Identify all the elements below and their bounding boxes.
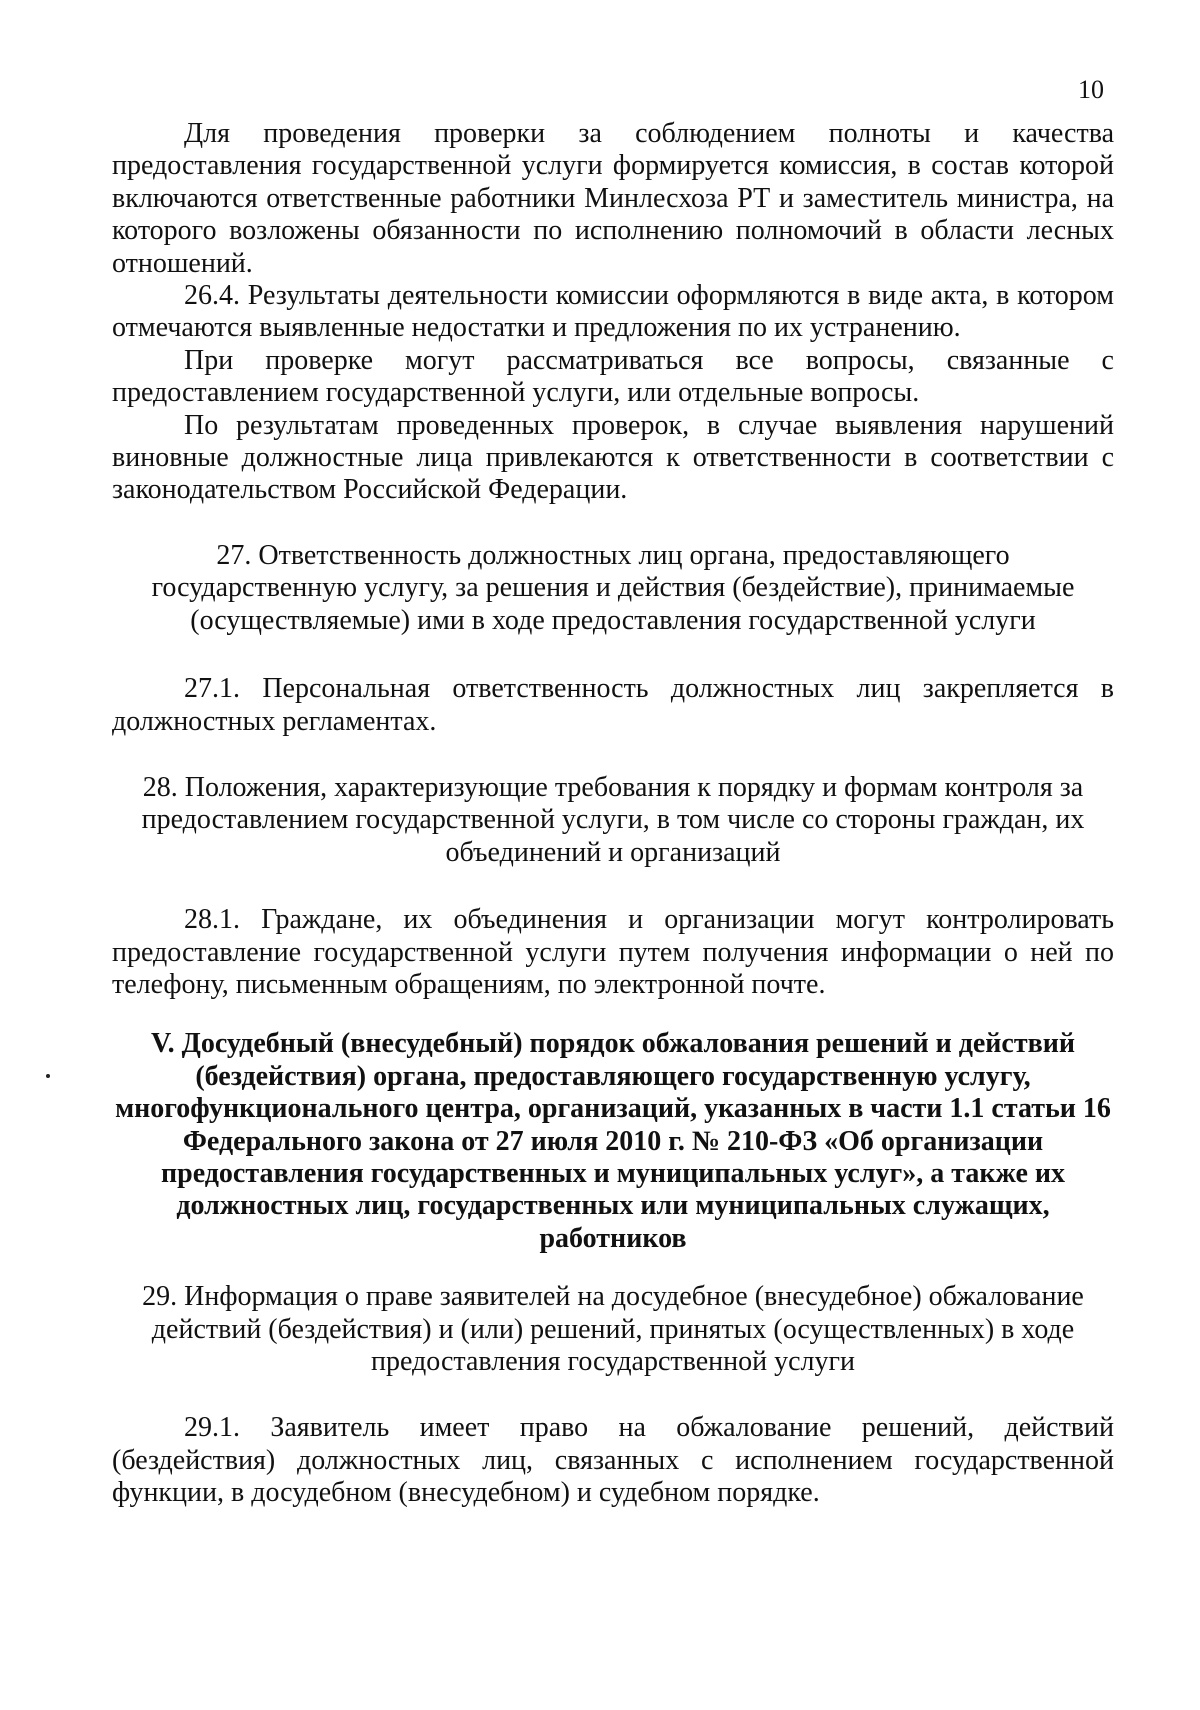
paragraph-inspection-results: По результатам проведенных проверок, в случае выявления нарушений виновные должностные лица привлекаются к ответственности в соответствии с законодательством Российской Федерации. — [112, 409, 1114, 506]
paragraph-26-4: 26.4. Результаты деятельности комиссии оформляются в виде акта, в котором отмечаются выявленные недостатки и предложения по их устранению. — [112, 280, 1114, 344]
heading-29: 29. Информация о праве заявителей на досудебное (внесудебное) обжалование действий (бездействия) и (или) решений, принятых (осуществленных) в ходе предоставления государственной услуги — [142, 1281, 1084, 1377]
paragraph-29-1: 29.1. Заявитель имеет право на обжалование решений, действий (бездействия) должностных лиц, связанных с исполнением государственной функции, в досудебном (внесудебном) и судебном порядке. — [112, 1412, 1114, 1509]
paragraph-commission: Для проведения проверки за соблюдением полноты и качества предоставления государственной услуги формируется комиссия, в состав которой включаются ответственные работники Минлесхоза РТ и заместитель министра, на которого возложены обязанности по исполнению полномочий в области лесных отношений. — [112, 118, 1114, 279]
paragraph-inspection-scope: При проверке могут рассматриваться все вопросы, связанные с предоставлением государственной услуги, или отдельные вопросы. — [112, 344, 1114, 409]
section-v-heading: V. Досудебный (внесудебный) порядок обжалования решений и действий (бездействия) органа, предоставляющего государственную услугу, многофункционального центра, организаций, указанных в части 1.1 статьи 16 Федерального закона от 27 июля 2010 г. № 210-ФЗ «Об организации предоставления государственных и муниципальных услуг», а также их должностных лиц, государственных или муниципальных служащих, работников — [115, 1028, 1111, 1254]
page-number: 10 — [1078, 75, 1104, 104]
document-body — [112, 118, 1114, 1510]
paragraph-28-1: 28.1. Граждане, их объединения и организации могут контролировать предоставление государственной услуги путем получения информации о ней по телефону, письменным обращениям, по электронной почте. — [112, 904, 1114, 1000]
heading-28: 28. Положения, характеризующие требования к порядку и формам контроля за предоставлением государственной услуги, в том числе со стороны граждан, их объединений и организаций — [141, 771, 1085, 868]
heading-27: 27. Ответственность должностных лиц органа, предоставляющего государственную услугу, за решения и действия (бездействие), принимаемые (осуществляемые) ими в ходе предоставления государственной услуги — [151, 539, 1075, 636]
scan-speck — [46, 1074, 50, 1078]
paragraph-27-1: 27.1. Персональная ответственность должностных лиц закрепляется в должностных регламентах. — [112, 673, 1114, 737]
